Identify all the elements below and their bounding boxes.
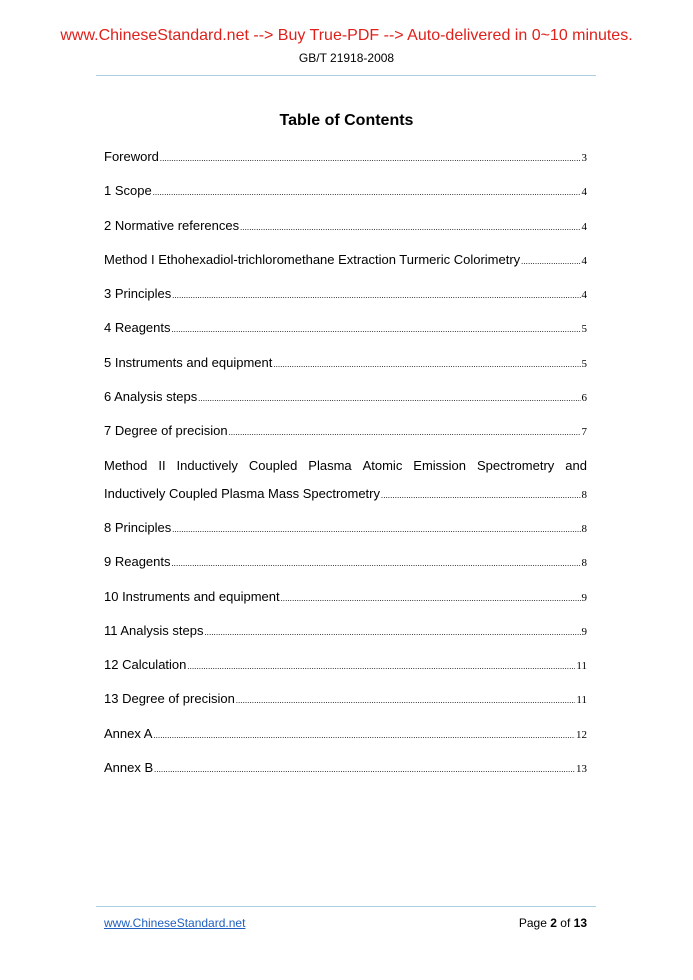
toc-entry-label: 9 Reagents: [104, 554, 171, 570]
toc-entry-label: 3 Principles: [104, 286, 172, 302]
toc-entry[interactable]: [104, 389, 587, 423]
toc-word: Atomic: [362, 457, 403, 473]
dot-leader: [281, 594, 581, 603]
toc-entry-page: 8: [581, 522, 587, 535]
page-title: Table of Contents: [279, 112, 414, 129]
toc-entry[interactable]: [104, 554, 587, 588]
toc-entry-label-line2: Inductively Coupled Plasma Mass Spectrometry: [104, 485, 381, 501]
dot-leader: [240, 223, 580, 232]
toc-entry[interactable]: [104, 320, 587, 354]
toc-entry[interactable]: [104, 657, 587, 691]
toc-entry-label: Method I Ethohexadiol-trichloromethane Extraction Turmeric Colorimetry: [104, 251, 521, 267]
toc-entry-page: 3: [581, 152, 587, 164]
promo-banner-link[interactable]: www.ChineseStandard.net --> Buy True-PDF --> Auto-delivered in 0~10 minutes.: [60, 27, 633, 44]
dot-leader: [381, 491, 580, 500]
dot-leader: [154, 765, 575, 774]
page-total: 13: [573, 916, 587, 930]
toc-word: II: [158, 457, 166, 473]
toc-entry-page: 4: [581, 220, 587, 233]
toc-entry-page: 8: [581, 557, 587, 570]
toc-entry-page: 5: [581, 357, 587, 370]
toc-entry[interactable]: [104, 623, 587, 657]
toc-entry-label: 13 Degree of precision: [104, 691, 235, 707]
toc-entry[interactable]: [104, 691, 587, 725]
toc-word: Emission: [413, 457, 467, 473]
toc-entry-label: 5 Instruments and equipment: [104, 354, 273, 370]
toc-entry-page: 5: [581, 323, 587, 336]
dot-leader: [172, 525, 580, 534]
toc-entry-label: 4 Reagents: [104, 320, 171, 336]
dot-leader: [160, 154, 581, 163]
toc-word: and: [565, 457, 587, 473]
toc-word: Spectrometry: [476, 457, 555, 473]
toc-word: Method: [104, 457, 148, 473]
document-number: GB/T 21918-2008: [298, 51, 395, 65]
toc-entry-page: 6: [581, 392, 587, 405]
toc-entry[interactable]: [104, 252, 587, 286]
toc-entry-label: 1 Scope: [104, 183, 152, 199]
dot-leader: [273, 360, 580, 369]
toc-entry[interactable]: [104, 355, 587, 389]
dot-leader: [172, 559, 581, 568]
toc-entry-label: 12 Calculation: [104, 657, 187, 673]
footer-website-link[interactable]: www.ChineseStandard.net: [104, 916, 246, 930]
toc-entry[interactable]: [104, 183, 587, 217]
toc-entry-label: Annex B: [104, 760, 154, 776]
toc-word: Inductively: [176, 457, 238, 473]
toc-entry[interactable]: [104, 589, 587, 623]
toc-entry[interactable]: [104, 286, 587, 320]
toc-entry[interactable]: [104, 423, 587, 457]
dot-leader: [204, 628, 580, 637]
dot-leader: [236, 696, 576, 705]
toc-entry-label: 2 Normative references: [104, 217, 240, 233]
header-divider: [96, 75, 596, 76]
dot-leader: [229, 428, 581, 437]
toc-entry[interactable]: [104, 520, 587, 554]
toc-entry-page: 13: [576, 763, 587, 776]
toc-entry-page: 12: [576, 728, 587, 741]
toc-entry-page: 11: [576, 660, 587, 673]
toc-word: Plasma: [308, 457, 352, 473]
dot-leader: [198, 394, 580, 403]
toc-entry-label: 6 Analysis steps: [104, 389, 198, 405]
toc-entry-label: 11 Analysis steps: [104, 622, 204, 638]
toc-entry[interactable]: [104, 218, 587, 252]
dot-leader: [187, 662, 575, 671]
toc-entry-page: 4: [581, 289, 587, 302]
toc-entry-page: 4: [581, 254, 587, 267]
toc-entry-page: 9: [581, 625, 587, 638]
toc-entry-label: Annex A: [104, 725, 153, 741]
table-of-contents: [104, 149, 587, 794]
page-prefix: Page: [518, 916, 547, 930]
toc-entry-page: 4: [581, 186, 587, 199]
footer-divider: [96, 906, 596, 907]
page-current: 2: [550, 916, 557, 930]
toc-entry[interactable]: [104, 149, 587, 183]
toc-word: Coupled: [248, 457, 298, 473]
toc-entry-label-line1: [104, 458, 587, 486]
toc-entry-label: 8 Principles: [104, 519, 172, 535]
toc-entry-label: 10 Instruments and equipment: [104, 588, 280, 604]
toc-entry-page: 11: [576, 694, 587, 707]
dot-leader: [172, 325, 581, 334]
toc-entry-page: 7: [581, 426, 587, 439]
page-of: of: [560, 916, 571, 930]
dot-leader: [153, 731, 575, 740]
toc-entry[interactable]: [104, 726, 587, 760]
toc-entry-page: 9: [581, 591, 587, 604]
toc-entry[interactable]: [104, 458, 587, 520]
dot-leader: [153, 188, 581, 197]
dot-leader: [521, 257, 580, 266]
toc-entry-label: 7 Degree of precision: [104, 423, 228, 439]
toc-entry-page: 8: [581, 488, 587, 501]
toc-entry[interactable]: [104, 760, 587, 794]
dot-leader: [172, 291, 580, 300]
page-indicator: [519, 916, 587, 930]
toc-entry-label: Foreword: [104, 149, 159, 164]
